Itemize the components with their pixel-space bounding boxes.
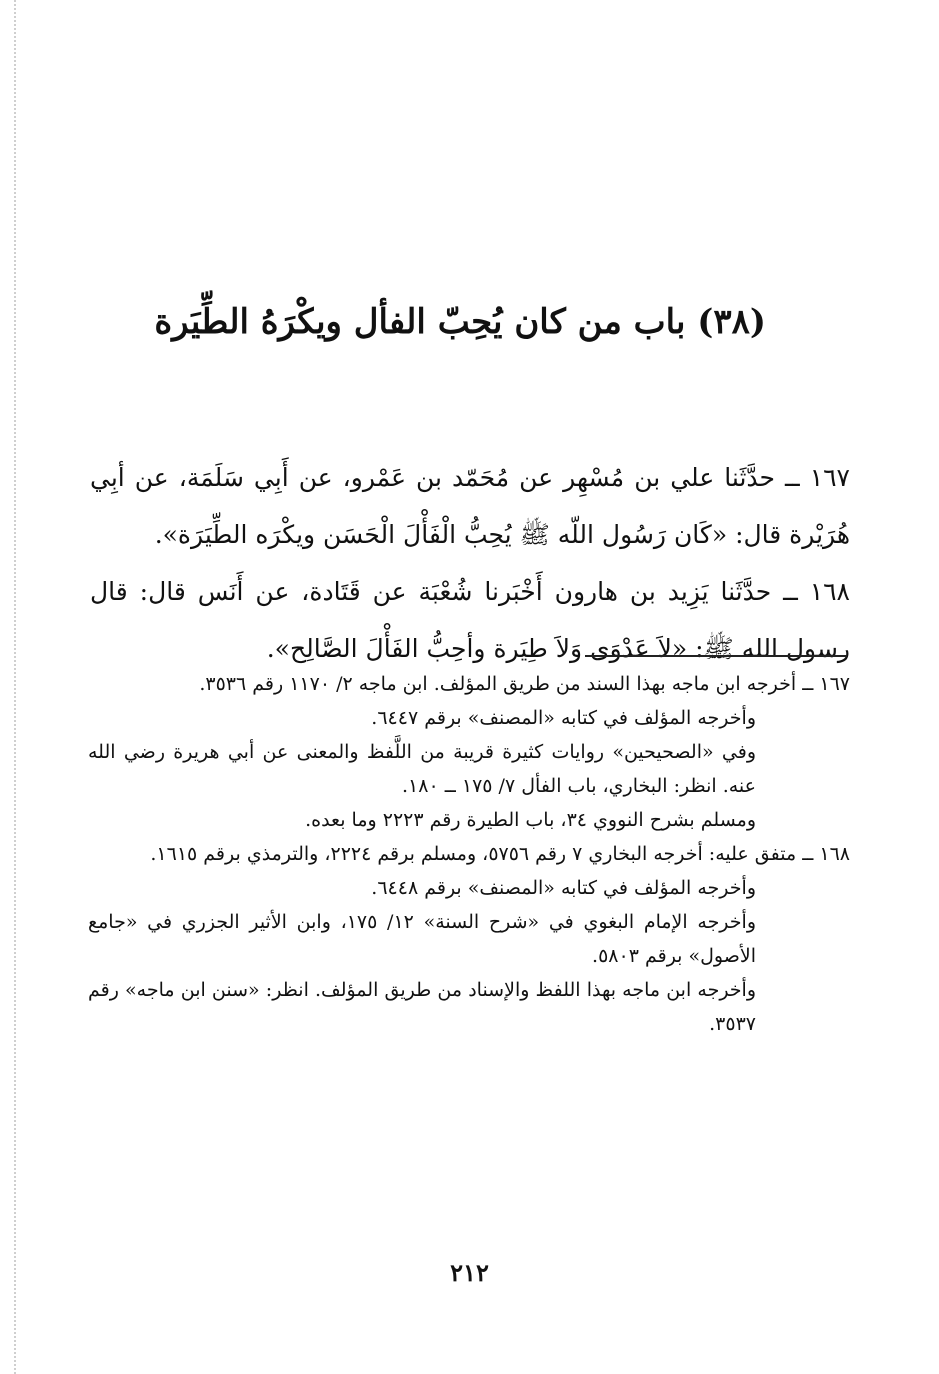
footnote-167: ١٦٧ ــ أخرجه ابن ماجه بهذا السند من طريق المؤلف. ابن ماجه ٢/ ١١٧٠ رقم ٣٥٣٦. [199, 673, 850, 695]
footnote-167-line-3: ومسلم بشرح النووي ٣٤، باب الطيرة رقم ٢٢٢٣ وما بعده. [305, 809, 756, 831]
footnote-168: ١٦٨ ــ متفق عليه: أخرجه البخاري ٧ رقم ٥٧٥٦، ومسلم برقم ٢٢٢٤، والترمذي برقم ١٦١٥. [150, 843, 850, 865]
footnote-168-line-2: وأخرجه الإمام البغوي في «شرح السنة» ١٢/ ١٧٥، وابن الأثير الجزري في «جامع الأصول» برقم ٥٨٠٣. [88, 911, 756, 967]
footnote-168-line-1: وأخرجه المؤلف في كتابه «المصنف» برقم ٦٤٤٨. [371, 877, 756, 899]
footnote-167-line-1: وأخرجه المؤلف في كتابه «المصنف» برقم ٦٤٤٧. [371, 707, 756, 729]
hadith-167: ١٦٧ ــ حدَّثَنا علي بن مُسْهِر عن مُحَمّد بن عَمْرو، عن أَبِي سَلَمَة، عن أبِي هُرَيْرة قال: «كَان رَسُول اللّه ﷺ يُحِبُّ الْفَأْلَ الْحَسَن ويكْرَه الطِّيَرَة». [90, 463, 850, 549]
footnote-168-line-3: وأخرجه ابن ماجه بهذا اللفظ والإسناد من طريق المؤلف. انظر: «سنن ابن ماجه» رقم ٣٥٣٧. [88, 979, 756, 1035]
hadith-168: ١٦٨ ــ حدَّثَنا يَزِيد بن هارون أَخْبَرنا شُعْبَة عن قَتَادة، عن أَنَس قال: قال رسول الله ﷺ: «لاَ عَدْوَى وَلاَ طِيَرة وأحِبُّ الفَأْلَ الصَّالِح». [90, 577, 850, 663]
footnotes [88, 667, 850, 1041]
chapter-heading: (٣٨) باب من كان يُحِبّ الفأل ويكْرَهُ الطِّيَرة [154, 302, 766, 342]
page-number: ٢١٢ [450, 1258, 489, 1287]
scan-edge-dots [14, 0, 18, 1374]
footnote-divider [585, 655, 847, 657]
footnote-167-line-2: وفي «الصحيحين» روايات كثيرة قريبة من اللَّفظ والمعنى عن أبي هريرة رضي الله عنه. انظر: البخاري، باب الفأل ٧/ ١٧٥ ــ ١٨٠. [88, 741, 756, 797]
